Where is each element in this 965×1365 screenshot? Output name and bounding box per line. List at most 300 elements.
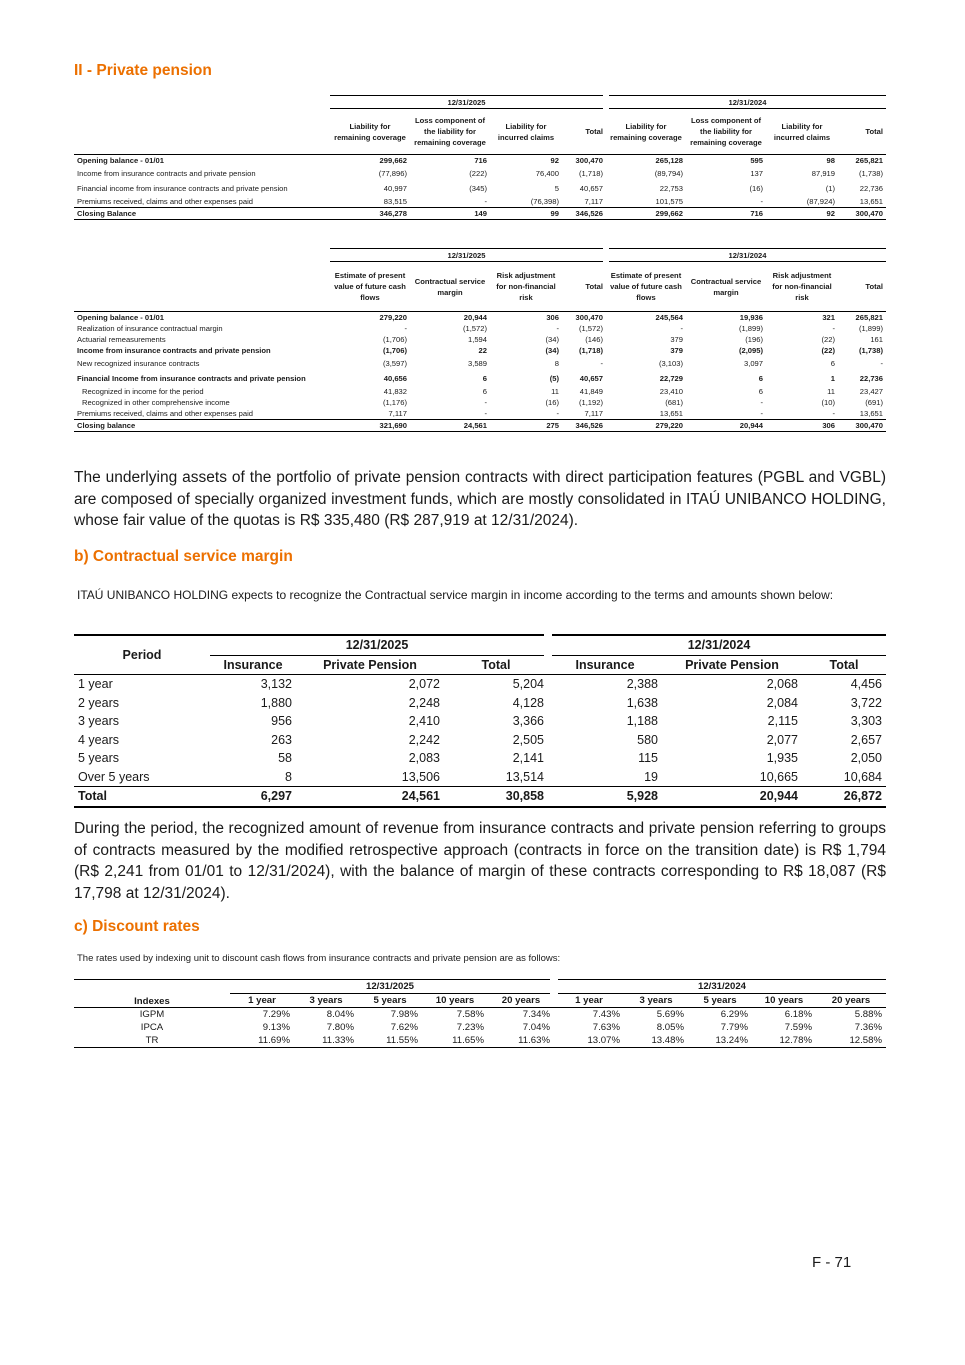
- row-label: Recognized in income for the period: [82, 387, 204, 396]
- table-cell: 265,128: [606, 155, 686, 167]
- section-title-discount-rates: c) Discount rates: [74, 918, 200, 935]
- date-header-2024: 12/31/2024: [606, 249, 886, 262]
- table-cell: -: [484, 409, 487, 418]
- table-cell: 346,526: [562, 420, 606, 432]
- table-cell: 22,729: [659, 374, 683, 383]
- table-row: [74, 694, 886, 713]
- table-cell: 3,366: [512, 714, 544, 729]
- table-cell: 40,656: [383, 374, 407, 383]
- column-header: 10 years: [764, 995, 804, 1006]
- column-header: Private Pension: [685, 657, 779, 672]
- table-cell: 22,753: [659, 184, 683, 193]
- table-cell: 300,470: [838, 420, 886, 432]
- table-row: [74, 712, 886, 731]
- table-cell: 11.69%: [258, 1035, 290, 1046]
- table-cell: -: [760, 197, 763, 206]
- table-cell: (89,794): [654, 169, 683, 178]
- table-cell: 115: [638, 751, 658, 766]
- table-cell: -: [556, 409, 559, 418]
- table-cell: 23,427: [859, 387, 883, 396]
- paragraph-csm-intro: ITAÚ UNIBANCO HOLDING expects to recognize the Contractual service margin in income according to the terms and amounts shown below:: [77, 588, 834, 602]
- table-cell: 13,651: [859, 409, 883, 418]
- table-row: [74, 1034, 886, 1048]
- table-row: [74, 345, 886, 356]
- table-cell: 7,117: [388, 409, 407, 418]
- table-cell: (34): [545, 346, 559, 355]
- column-header: Liability for remaining coverage: [334, 121, 406, 142]
- table-cell: 1,880: [260, 695, 292, 710]
- table-cell: (196): [745, 335, 763, 344]
- table-private-pension-measurement: [74, 248, 886, 432]
- table-cell: 7.23%: [456, 1022, 484, 1033]
- table-cell: (1,899): [858, 324, 883, 333]
- table-cell: 8.05%: [656, 1022, 684, 1033]
- table-cell: 5,204: [512, 677, 544, 692]
- table-cell: (345): [469, 184, 487, 193]
- table-cell: 3,589: [467, 359, 487, 368]
- table-cell: -: [484, 197, 487, 206]
- table-cell: 10,684: [843, 769, 882, 784]
- table-cell: 149: [410, 208, 490, 220]
- table-cell: 23,410: [659, 387, 683, 396]
- table-cell: 2,657: [850, 732, 882, 747]
- table-row: [74, 312, 886, 324]
- table-cell: 22,736: [859, 184, 883, 193]
- table-row: [74, 397, 886, 408]
- table-cell: 40,657: [579, 374, 603, 383]
- table-cell: 379: [670, 346, 683, 355]
- table-row: [74, 334, 886, 345]
- table-cell: 1,638: [626, 695, 658, 710]
- table-cell: (691): [865, 398, 883, 407]
- table-cell: (1,718): [578, 346, 603, 355]
- column-header: Estimate of present value of future cash flows: [334, 271, 406, 302]
- table-cell: 3,303: [850, 714, 882, 729]
- date-header-2024: 12/31/2024: [548, 635, 886, 655]
- table-cell: 263: [271, 732, 292, 747]
- table-cell: 7.79%: [720, 1022, 748, 1033]
- row-label: Income from insurance contracts and private pension: [77, 169, 256, 178]
- table-cell: 40,657: [579, 184, 603, 193]
- row-label: Premiums received, claims and other expenses paid: [77, 197, 254, 206]
- table-cell: 8: [554, 359, 559, 368]
- table-row: [74, 386, 886, 397]
- table-cell: (77,896): [378, 169, 407, 178]
- table-cell: 265,821: [838, 155, 886, 167]
- table-cell: -: [832, 324, 835, 333]
- table-row: [74, 408, 886, 420]
- date-header-2025: 12/31/2025: [230, 980, 554, 994]
- column-header: Liability for incurred claims: [497, 121, 555, 142]
- table-body: [74, 1008, 886, 1048]
- row-label: Financial income from insurance contracts and private pension: [77, 184, 288, 193]
- table-cell: (3,597): [382, 359, 407, 368]
- column-header: Total: [865, 127, 883, 136]
- row-label: Total: [78, 789, 107, 804]
- table-row: [74, 196, 886, 208]
- table-cell: 30,858: [505, 789, 544, 804]
- column-header: 20 years: [501, 995, 541, 1006]
- table-cell: 137: [750, 169, 763, 178]
- table-cell: (1,572): [578, 324, 603, 333]
- table-cell: 7,117: [584, 409, 603, 418]
- column-header: Liability for remaining coverage: [610, 121, 682, 142]
- table-cell: 22,736: [859, 374, 883, 383]
- table-cell: 1,594: [467, 335, 487, 344]
- table-cell: 580: [637, 732, 658, 747]
- row-label: Recognized in other comprehensive income: [82, 398, 230, 407]
- table-cell: 300,470: [562, 155, 606, 167]
- table-cell: 275: [490, 420, 562, 432]
- table-cell: (87,924): [806, 197, 835, 206]
- table-cell: 101,575: [655, 197, 683, 206]
- table-body: [74, 675, 886, 787]
- table-cell: 11: [551, 387, 559, 396]
- table-cell: 5.88%: [854, 1009, 882, 1020]
- table-cell: 6: [758, 374, 763, 383]
- row-label: 5 years: [78, 751, 119, 766]
- indexes-header: Indexes: [74, 980, 230, 1008]
- table-cell: (681): [665, 398, 683, 407]
- table-row: [74, 675, 886, 694]
- table-cell: 24,561: [410, 420, 490, 432]
- table-cell: (5): [549, 374, 559, 383]
- table-cell: 13,514: [505, 769, 544, 784]
- row-label: Opening balance - 01/01: [74, 312, 330, 324]
- column-header: Total: [829, 657, 859, 672]
- row-label: 1 year: [78, 677, 113, 692]
- date-header-2024: 12/31/2024: [606, 96, 886, 109]
- table-cell: 7.80%: [326, 1022, 354, 1033]
- table-cell: 306: [766, 420, 838, 432]
- table-cell: 8: [285, 769, 292, 784]
- table-cell: 2,077: [766, 732, 798, 747]
- table-cell: (3,103): [658, 359, 683, 368]
- column-header: Total: [585, 127, 603, 136]
- table-row: [74, 155, 886, 167]
- table-cell: 6.18%: [784, 1009, 812, 1020]
- table-cell: 379: [670, 335, 683, 344]
- column-header: Liability for incurred claims: [773, 121, 831, 142]
- table-row: [74, 208, 886, 220]
- table-cell: 41,849: [579, 387, 603, 396]
- table-cell: 2,388: [626, 677, 658, 692]
- table-cell: 92: [490, 155, 562, 167]
- column-header: Contractual service margin: [690, 276, 762, 297]
- table-cell: 346,526: [562, 208, 606, 220]
- table-cell: 265,821: [838, 312, 886, 324]
- table-cell: 6.29%: [720, 1009, 748, 1020]
- table-cell: 2,115: [767, 714, 798, 729]
- table-cell: 2,072: [408, 677, 440, 692]
- table-cell: 7.29%: [262, 1009, 290, 1020]
- table-cell: 2,141: [512, 751, 544, 766]
- table-cell: 2,083: [408, 751, 440, 766]
- column-header: 3 years: [639, 995, 673, 1006]
- table-cell: (1,572): [462, 324, 487, 333]
- table-cell: 41,832: [383, 387, 407, 396]
- table-row: [74, 1021, 886, 1034]
- section-title-private-pension: II - Private pension: [74, 62, 212, 79]
- table-cell: -: [680, 324, 683, 333]
- row-label: Financial Income from insurance contracts and private pension: [77, 374, 306, 383]
- table-cell: 346,278: [330, 208, 410, 220]
- table-body: [74, 155, 886, 220]
- table-cell: 7.62%: [390, 1022, 418, 1033]
- table-cell: 2,248: [408, 695, 440, 710]
- table-cell: 13.07%: [587, 1035, 620, 1046]
- table-cell: 300,470: [562, 312, 606, 324]
- table-cell: 3,097: [743, 359, 763, 368]
- row-label: Premiums received, claims and other expenses paid: [77, 409, 254, 418]
- column-header: 10 years: [435, 995, 475, 1006]
- table-cell: 3,722: [850, 695, 882, 710]
- column-header: Loss component of the liability for remaining coverage: [690, 116, 762, 147]
- table-cell: 8.04%: [326, 1009, 354, 1020]
- row-label: 4 years: [78, 732, 119, 747]
- row-label: Opening balance - 01/01: [74, 155, 330, 167]
- row-label: New recognized insurance contracts: [77, 359, 200, 368]
- table-cell: (146): [585, 335, 603, 344]
- table-cell: 26,872: [843, 789, 882, 804]
- column-header: Risk adjustment for non-financial risk: [772, 271, 832, 302]
- table-cell: 7.63%: [592, 1022, 620, 1033]
- table-row: [74, 1008, 886, 1022]
- table-cell: 98: [766, 155, 838, 167]
- table-cell: -: [556, 324, 559, 333]
- table-cell: (1): [825, 184, 835, 193]
- table-cell: 300,470: [838, 208, 886, 220]
- table-cell: 11.65%: [452, 1035, 484, 1046]
- table-cell: (1,899): [738, 324, 763, 333]
- table-cell: 11.33%: [322, 1035, 354, 1046]
- row-label: Closing Balance: [74, 208, 330, 220]
- table-cell: 299,662: [330, 155, 410, 167]
- column-header: Private Pension: [323, 657, 417, 672]
- table-cell: (1,718): [578, 169, 603, 178]
- table-cell: 6: [758, 387, 763, 396]
- page-number: F - 71: [812, 1254, 852, 1271]
- table-cell: 10,665: [759, 769, 798, 784]
- table-cell: 2,410: [408, 714, 440, 729]
- row-label: Actuarial remeasurements: [77, 335, 166, 344]
- table-row: [74, 323, 886, 334]
- table-cell: -: [760, 409, 763, 418]
- row-label: TR: [145, 1035, 159, 1046]
- table-cell: 13.48%: [651, 1035, 684, 1046]
- table-cell: 2,068: [766, 677, 798, 692]
- table-cell: 5,928: [626, 789, 658, 804]
- table-cell: 6: [482, 374, 487, 383]
- column-header: 5 years: [373, 995, 407, 1006]
- column-header: Total: [585, 282, 603, 291]
- table-cell: 11.55%: [386, 1035, 418, 1046]
- table-cell: 6,297: [260, 789, 292, 804]
- table-cell: 13,506: [401, 769, 440, 784]
- paragraph-recognized-revenue: During the period, the recognized amount of revenue from insurance contracts and private pension referring to groups of contracts measured by the modified retrospective approach (contracts in force on the transition date) is R$ 1,794 (R$ 2,241 from 01/01 to 12/31/2024), with the balance of margin of these contracts corresponding to R$ 18,087 (R$ 17,798 at 12/31/2024).: [74, 820, 886, 902]
- table-row: [74, 181, 886, 196]
- table-cell: -: [760, 398, 763, 407]
- column-header: 3 years: [309, 995, 343, 1006]
- date-header-2025: 12/31/2025: [330, 96, 606, 109]
- column-header: Estimate of present value of future cash flows: [610, 271, 682, 302]
- table-row: [74, 731, 886, 750]
- table-cell: 87,919: [811, 169, 835, 178]
- table-row: [74, 166, 886, 181]
- table-cell: 76,400: [535, 169, 559, 178]
- table-cell: 19: [644, 769, 658, 784]
- row-label: IPCA: [140, 1022, 164, 1033]
- column-header: 1 year: [575, 995, 603, 1006]
- column-header: Insurance: [575, 657, 635, 672]
- table-cell: (1,192): [578, 398, 603, 407]
- table-cell: 956: [271, 714, 292, 729]
- table-cell: 58: [278, 751, 292, 766]
- table-private-pension-coverage: [74, 95, 886, 220]
- table-cell: 716: [410, 155, 490, 167]
- column-header: 5 years: [703, 995, 737, 1006]
- table-row: [74, 420, 886, 432]
- table-cell: 9.13%: [262, 1022, 290, 1033]
- table-cell: (16): [749, 184, 763, 193]
- table-cell: 2,505: [512, 732, 544, 747]
- table-cell: (2,095): [738, 346, 763, 355]
- table-cell: 7,117: [584, 197, 603, 206]
- table-cell: 12.58%: [849, 1035, 882, 1046]
- table-cell: 7.34%: [522, 1009, 550, 1020]
- column-header: Loss component of the liability for remaining coverage: [414, 116, 486, 147]
- row-label: 3 years: [78, 714, 119, 729]
- table-cell: 40,997: [383, 184, 407, 193]
- table-cell: 6: [830, 359, 835, 368]
- table-cell: 83,515: [383, 197, 407, 206]
- table-cell: 99: [490, 208, 562, 220]
- table-cell: 299,662: [606, 208, 686, 220]
- table-cell: -: [832, 409, 835, 418]
- table-cell: 2,084: [766, 695, 798, 710]
- table-cell: 92: [766, 208, 838, 220]
- table-cell: -: [484, 398, 487, 407]
- row-label: Closing balance: [74, 420, 330, 432]
- table-cell: 7.04%: [522, 1022, 550, 1033]
- table-cell: (76,398): [530, 197, 559, 206]
- table-cell: (22): [821, 335, 835, 344]
- table-cell: 1: [830, 374, 835, 383]
- table-cell: (1,706): [382, 346, 407, 355]
- table-cell: 2,050: [850, 751, 882, 766]
- table-cell: 12.78%: [779, 1035, 812, 1046]
- table-cell: 20,944: [686, 420, 766, 432]
- table-cell: 595: [686, 155, 766, 167]
- table-cell: 19,936: [686, 312, 766, 324]
- period-header: Period: [74, 635, 210, 675]
- table-cell: 2,242: [408, 732, 440, 747]
- table-cell: 279,220: [330, 312, 410, 324]
- table-cell: (1,738): [858, 169, 883, 178]
- table-cell: (16): [545, 398, 559, 407]
- table-cell: 6: [482, 387, 487, 396]
- table-cell: 306: [490, 312, 562, 324]
- table-cell: (34): [545, 335, 559, 344]
- column-header: Total: [481, 657, 511, 672]
- table-cell: 20,944: [410, 312, 490, 324]
- table-total-row: [74, 787, 886, 807]
- date-header-2024: 12/31/2024: [554, 980, 886, 994]
- table-cell: (1,176): [382, 398, 407, 407]
- row-label: Realization of insurance contractual margin: [77, 324, 223, 333]
- table-row: [74, 768, 886, 787]
- table-cell: 716: [686, 208, 766, 220]
- table-cell: 161: [870, 335, 883, 344]
- paragraph-underlying-assets: The underlying assets of the portfolio of private pension contracts with direct participation features (PGBL and VGBL) are composed of specially organized investment funds, which are mostly consolidated in ITAÚ UNIBANCO HOLDING, whose fair value of the quotas is R$ 335,480 (R$ 287,919 at 12/31/2024).: [74, 469, 886, 529]
- table-discount-rates: [74, 979, 886, 1048]
- table-cell: 7.98%: [390, 1009, 418, 1020]
- row-label: Income from insurance contracts and private pension: [77, 346, 271, 355]
- table-cell: 245,564: [606, 312, 686, 324]
- table-row: [74, 371, 886, 386]
- table-cell: 3,132: [260, 677, 292, 692]
- column-header: 20 years: [831, 995, 871, 1006]
- table-csm-recognition: [74, 634, 886, 808]
- table-cell: 13,651: [859, 197, 883, 206]
- table-cell: 13.24%: [715, 1035, 748, 1046]
- table-cell: 22: [478, 346, 487, 355]
- paragraph-discount-rates-intro: The rates used by indexing unit to discount cash flows from insurance contracts and private pension are as follows:: [77, 953, 561, 964]
- table-cell: 7.58%: [456, 1009, 484, 1020]
- table-cell: 7.43%: [592, 1009, 620, 1020]
- table-cell: 24,561: [401, 789, 440, 804]
- table-cell: (10): [821, 398, 835, 407]
- table-cell: 321,690: [330, 420, 410, 432]
- table-cell: 321: [766, 312, 838, 324]
- column-header: Insurance: [223, 657, 283, 672]
- section-title-contractual-service-margin: b) Contractual service margin: [74, 548, 293, 565]
- column-header: Risk adjustment for non-financial risk: [496, 271, 556, 302]
- table-cell: (1,738): [858, 346, 883, 355]
- table-cell: 4,128: [512, 695, 544, 710]
- date-header-2025: 12/31/2025: [330, 249, 606, 262]
- table-cell: 1,188: [626, 714, 658, 729]
- table-cell: 7.36%: [854, 1022, 882, 1033]
- table-cell: (1,706): [382, 335, 407, 344]
- table-cell: 7.59%: [784, 1022, 812, 1033]
- table-row: [74, 356, 886, 371]
- table-cell: 13,651: [659, 409, 683, 418]
- table-cell: (222): [469, 169, 487, 178]
- date-header-2025: 12/31/2025: [210, 635, 548, 655]
- table-cell: 5.69%: [656, 1009, 684, 1020]
- table-cell: -: [600, 359, 603, 368]
- column-header: Contractual service margin: [414, 276, 486, 297]
- column-header: 1 year: [248, 995, 276, 1006]
- table-row: [74, 749, 886, 768]
- row-label: Over 5 years: [78, 769, 150, 784]
- table-cell: -: [404, 324, 407, 333]
- column-header: Total: [865, 282, 883, 291]
- table-cell: 11: [827, 387, 835, 396]
- table-cell: 279,220: [606, 420, 686, 432]
- row-label: 2 years: [78, 695, 119, 710]
- table-cell: 11.63%: [518, 1035, 550, 1046]
- table-cell: -: [880, 359, 883, 368]
- table-cell: 20,944: [759, 789, 798, 804]
- table-cell: 5: [554, 184, 559, 193]
- table-body: [74, 312, 886, 432]
- row-label: IGPM: [139, 1009, 165, 1020]
- table-cell: (22): [821, 346, 835, 355]
- table-cell: 1,935: [766, 751, 798, 766]
- table-cell: 4,456: [850, 677, 882, 692]
